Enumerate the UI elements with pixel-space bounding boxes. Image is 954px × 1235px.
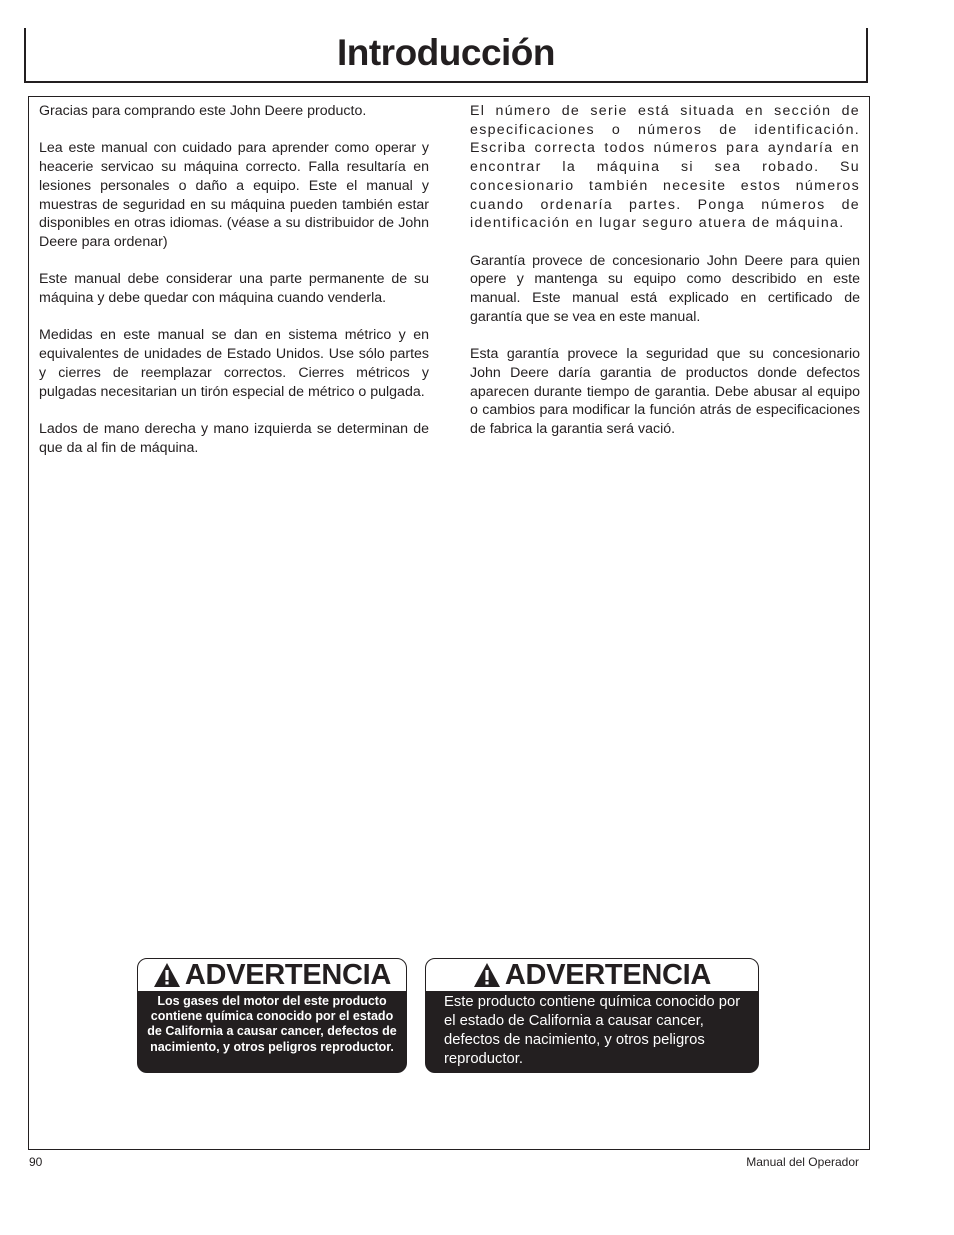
- manual-name: Manual del Operador: [746, 1155, 859, 1169]
- warning-label-engine-exhaust: [137, 958, 407, 1073]
- page-title: Introducción: [336, 32, 556, 73]
- warning-header: [426, 959, 758, 992]
- warning-text: Los gases del motor del este producto contiene química conocido por el estado de California a causar cancer, defectos de nacimiento, y otros peligros reproductor.: [147, 994, 397, 1054]
- warning-heading: ADVERTENCIA: [504, 958, 712, 991]
- warning-header: [138, 959, 406, 992]
- paragraph-thanks: Gracias para comprando este John Deere producto.: [39, 103, 367, 119]
- title-frame: [24, 28, 868, 83]
- paragraph-left-right: Lados de mano derecha y mano izquierda se determinan de que da al fin de máquina.: [39, 420, 429, 456]
- paragraph-serial-number: El número de serie está situada en sección de especificaciones o números de identificación. Escriba correcta todos números para ayndaría en encontrar la máquina si sea robado. Su concesionario también necesite estos números cuando ordenaría partes. Ponga números de identificación en lugar seguro atuera de máquina.: [470, 103, 860, 232]
- warning-label-product-chemical: [425, 958, 759, 1073]
- paragraph-read-manual: Lea este manual con cuidado para aprender como operar y heacerie servicao su máquina correcto. Falla resultaría en lesiones personales o daño a equipo. Este el manual y muestras de seguridad en su máquina pueden también estar disponibles en otras idiomas. (véase a su distribuidor de John Deere para ordenar): [39, 140, 429, 250]
- left-column: [39, 102, 429, 476]
- page-number: 90: [29, 1155, 43, 1169]
- paragraph-warranty-security: Esta garantía provece la seguridad que su concesionario John Deere daría garantia de productos donde defectos aparecen durante tiempo de garantia. Debe abusar al equipo o cambios para modificar la función atrás de especificaciones de fabrica la garantia será vació.: [470, 346, 860, 437]
- paragraph-warranty-provision: Garantía provece de concesionario John Deere para quien opere y mantenga su equipo como describido en este manual. Este manual está explicado en certificado de garantía que se vea en este manual.: [470, 252, 860, 325]
- warning-triangle-icon: [153, 962, 181, 988]
- warning-triangle-icon: [473, 962, 501, 988]
- right-column: [470, 102, 860, 457]
- warning-text: Este producto contiene química conocido por el estado de California a causar cancer, defectos de nacimiento, y otros peligros reproductor.: [444, 994, 741, 1067]
- paragraph-permanent-part: Este manual debe considerar una parte permanente de su máquina y debe quedar con máquina cuando venderla.: [39, 271, 429, 306]
- warning-heading: ADVERTENCIA: [184, 958, 392, 991]
- paragraph-measurements: Medidas en este manual se dan en sistema métrico y en equivalentes de unidades de Estado Unidos. Use sólo partes y cierres de reemplazar correctos. Cierres métricos y pulgadas necesitarian un tirón especial de métrico o pulgada.: [39, 327, 429, 400]
